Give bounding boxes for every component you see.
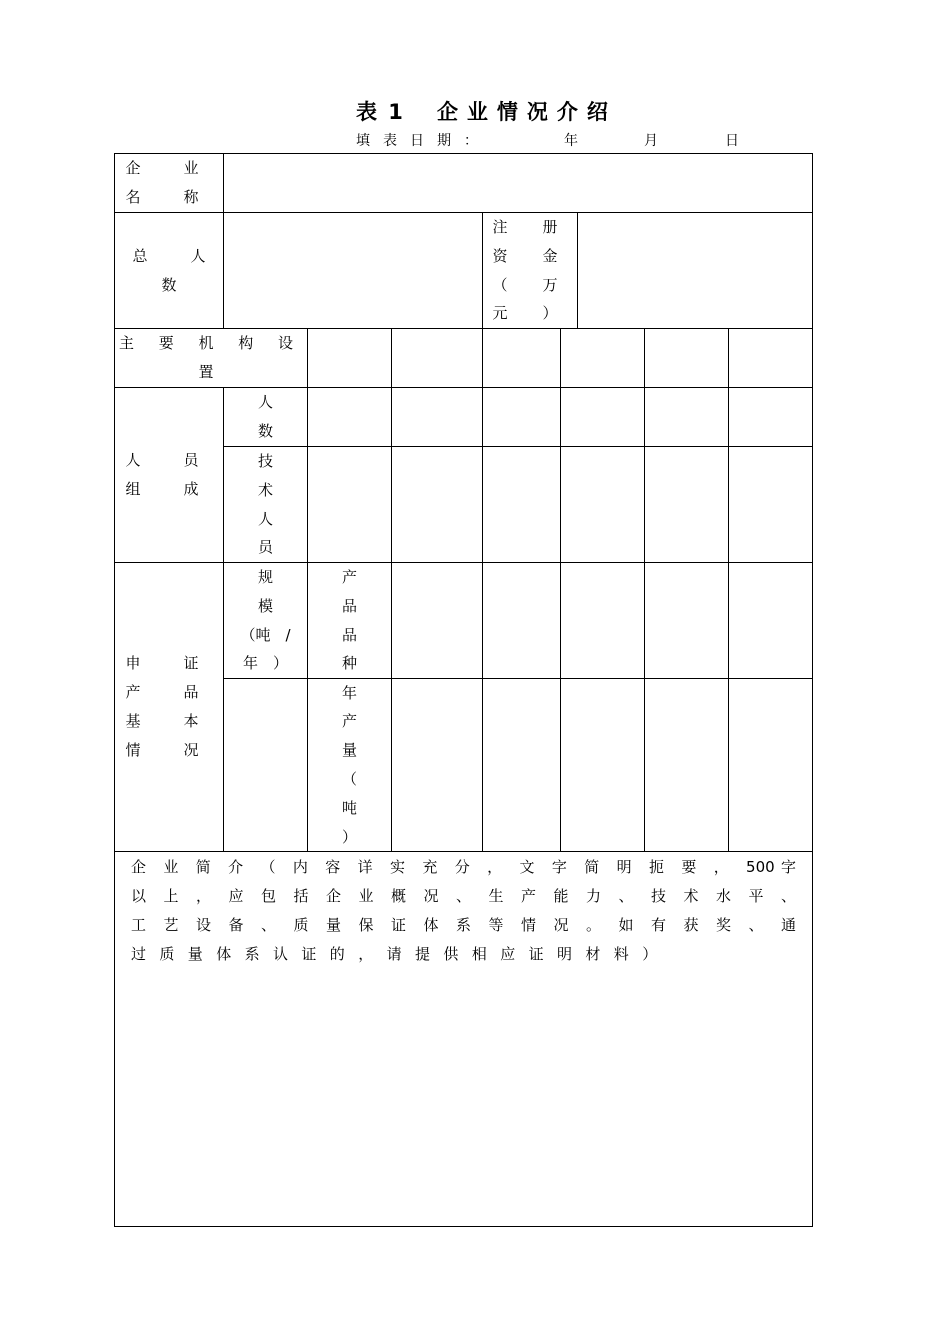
table-name: 企业情况介绍 bbox=[436, 100, 617, 124]
company-name-label: 企 业 名 称 bbox=[125, 159, 213, 206]
staff-count-label: 人 数 bbox=[257, 393, 273, 440]
total-staff-label-cell bbox=[115, 213, 223, 328]
product-variety-label-cell bbox=[308, 563, 391, 678]
row-divider bbox=[114, 851, 813, 852]
annual-output-label-cell bbox=[308, 679, 391, 851]
registered-capital-label: 注 册 资 金 （ 万 元 ） bbox=[492, 217, 568, 323]
col-divider bbox=[644, 328, 645, 852]
fill-date-day: 日 bbox=[725, 133, 739, 149]
org-structure-label: 主 要 机 构 设 置 bbox=[118, 334, 304, 381]
scale-label: 规 模 （吨 / 年 ） bbox=[240, 567, 291, 673]
company-intro-instructions bbox=[131, 853, 796, 969]
row-divider bbox=[223, 446, 813, 447]
tech-staff-label: 技 术 人 员 bbox=[257, 451, 273, 557]
product-info-label-cell bbox=[115, 563, 223, 851]
scale-label-cell bbox=[224, 563, 307, 678]
table-border-bottom bbox=[114, 1226, 813, 1227]
intro-line: 工 艺 设 备 、 质 量 保 证 体 系 等 情 况 。 如 有 获 奖 、 通 bbox=[131, 916, 796, 934]
page-title bbox=[356, 96, 617, 126]
total-staff-label: 总 人 数 bbox=[132, 246, 220, 294]
intro-line: 以 上 ， 应 包 括 企 业 概 况 、 生 产 能 力 、 技 术 水 平 、 bbox=[131, 887, 796, 905]
product-info-label: 申 证 产 品 基 本 情 况 bbox=[125, 654, 213, 759]
fill-date-month: 月 bbox=[644, 133, 658, 149]
company-intro-input-area[interactable] bbox=[115, 970, 812, 1225]
col-divider bbox=[728, 328, 729, 852]
fill-date-label: 填表日期： bbox=[356, 133, 491, 149]
col-divider bbox=[560, 328, 561, 852]
company-name-label-cell bbox=[115, 154, 223, 212]
fill-date-year: 年 bbox=[564, 133, 578, 149]
tech-staff-label-cell bbox=[224, 447, 307, 562]
staff-composition-label-cell bbox=[115, 388, 223, 562]
org-structure-label-cell bbox=[115, 329, 307, 387]
annual-output-label: 年 产 量 （ 吨 ） bbox=[341, 683, 357, 846]
registered-capital-input-cell[interactable] bbox=[578, 213, 812, 328]
product-variety-label: 产 品 品 种 bbox=[341, 567, 357, 673]
intro-line: 企 业 简 介 （ 内 容 详 实 充 分 ， 文 字 简 明 扼 要 ， 500字 bbox=[131, 858, 796, 876]
col-divider bbox=[482, 328, 483, 852]
staff-count-label-cell bbox=[224, 388, 307, 446]
intro-line: 过质量体系认证的，请提供相应证明材料） bbox=[131, 945, 671, 963]
registered-capital-label-cell bbox=[483, 213, 577, 328]
total-staff-input-cell[interactable] bbox=[224, 213, 482, 328]
col-divider bbox=[391, 328, 392, 852]
company-name-input-cell[interactable] bbox=[224, 154, 812, 212]
table-border-right bbox=[812, 153, 813, 1227]
table-number: 表 1 bbox=[356, 100, 405, 124]
staff-composition-label: 人 员 组 成 bbox=[125, 451, 213, 498]
row-divider bbox=[223, 678, 307, 679]
